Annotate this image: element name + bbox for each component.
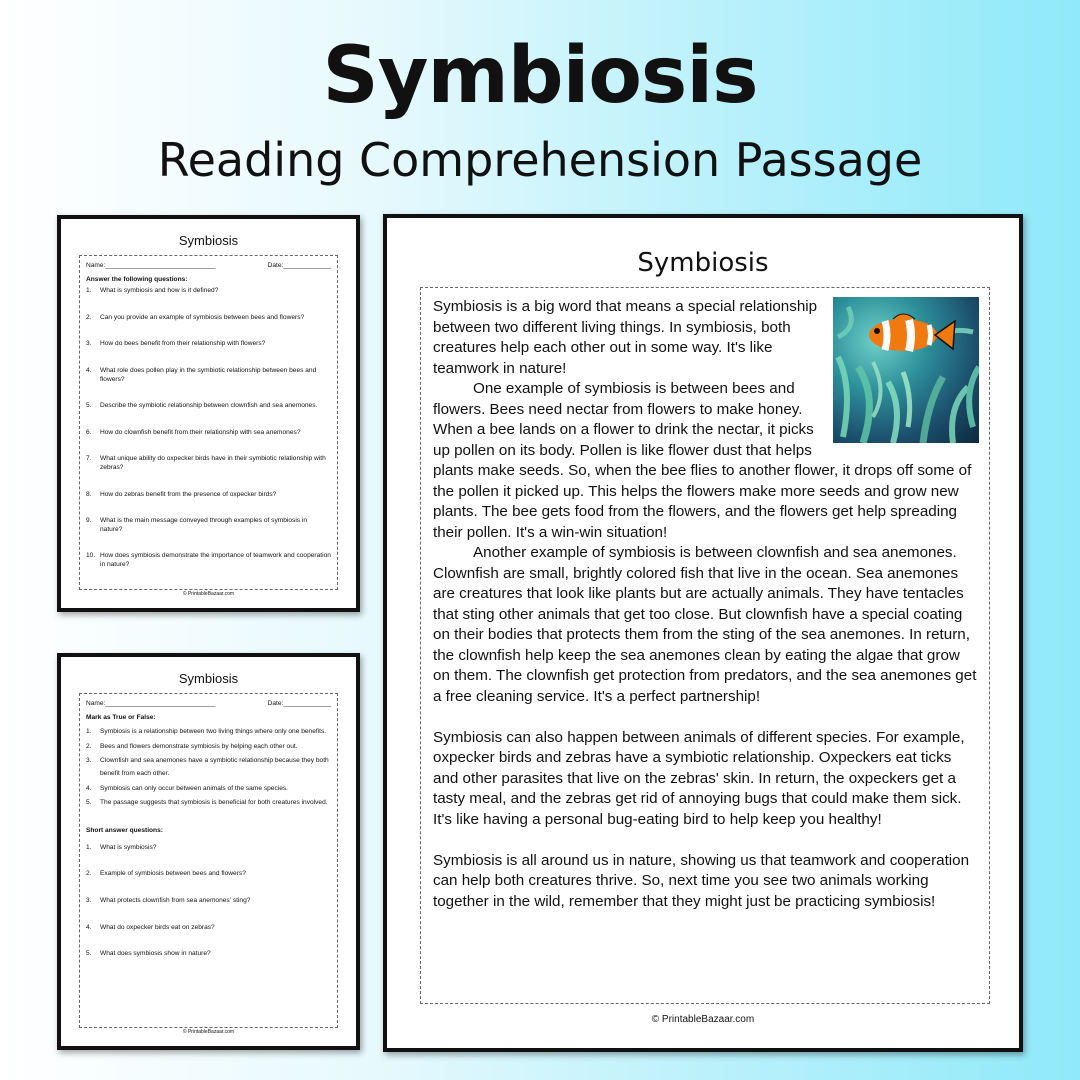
list-item (86, 367, 331, 384)
worksheet-footer: © PrintableBazaar.com (182, 1029, 235, 1035)
item-number: 3. (86, 757, 92, 765)
item-text: What is symbiosis and how is it defined? (100, 287, 219, 295)
clownfish-photo (833, 297, 979, 443)
paragraph-intro: Symbiosis is a big word that means a special relationship between two different living things. In symbiosis, both creatures help each other out in some way. It's like teamwork in nature! (433, 298, 818, 377)
item-number: 1. (86, 843, 92, 851)
worksheet-truefalse-preview (57, 653, 360, 1050)
date-field: Date:_____________ (267, 700, 331, 707)
paragraph-oxpeckers: Symbiosis can also happen between animals of different species. For example, oxpecker birds and zebras have a symbiotic relationship. Oxpeckers eat ticks and other parasites that live on the zebras' skin. In return, the oxpeckers get a tasty meal, and the zebras get rid of annoying bugs that could make them sick. It's like having a personal bug-eating bird to help keep you healthy! (433, 728, 965, 828)
truefalse-heading: Mark as True or False: (86, 713, 156, 721)
list-item (86, 844, 331, 853)
paragraph-bees: One example of symbiosis is between bees and flowers. Bees need nectar from flowers to make honey. When a bee lands on a flower to drink the nectar, it picks up pollen on its body. Pollen is like flower dust that helps plants make seeds. So, when the bee flies to another flower, it drops off some of the pollen it picked up. This helps the flowers make more seeds and grow new plants. The bee gets food from the flowers, and the flowers get help spreading their pollen. It's a win-win situation! (433, 380, 972, 541)
list-item (86, 491, 331, 500)
item-text: What unique ability do oxpecker birds have in their symbiotic relationship with zebras? (100, 455, 326, 471)
item-text: What protects clownfish from sea anemones' sting? (100, 896, 251, 904)
item-number: 9. (86, 517, 92, 525)
passage-footer: © PrintableBazaar.com (651, 1014, 755, 1025)
list-item (86, 870, 331, 879)
page-subtitle: Reading Comprehension Passage (157, 133, 923, 187)
item-number: 2. (86, 742, 92, 750)
item-text: The passage suggests that symbiosis is beneficial for both creatures involved. (100, 799, 328, 807)
item-number: 5. (86, 799, 92, 807)
item-text: Describe the symbiotic relationship between clownfish and sea anemones. (100, 402, 318, 410)
paragraph-conclusion: Symbiosis is all around us in nature, showing us that teamwork and cooperation can help both creatures thrive. So, next time you see two animals working together in the wild, remember that they might just be practicing symbiosis! (433, 851, 970, 910)
name-date-row (86, 700, 331, 709)
name-field: Name:______________________________ (86, 700, 216, 707)
list-item (86, 897, 331, 906)
questions-heading: Answer the following questions: (86, 275, 188, 283)
list-item (86, 287, 331, 296)
worksheet-content-box (79, 693, 338, 1028)
item-number: 1. (86, 728, 92, 736)
item-text: Can you provide an example of symbiosis between bees and flowers? (100, 313, 305, 321)
item-text: How do zebras benefit from the presence of oxpecker birds? (100, 490, 277, 498)
item-text: How does symbiosis demonstrate the importance of teamwork and cooperation in nature? (100, 552, 331, 568)
name-field: Name:______________________________ (86, 262, 216, 269)
item-text: Symbiosis is a relationship between two living things where only one benefits. (100, 728, 327, 736)
list-item (86, 924, 331, 933)
passage-title: Symbiosis (637, 248, 769, 278)
item-number: 10. (86, 552, 96, 560)
item-number: 5. (86, 402, 92, 410)
paragraph-clownfish: Another example of symbiosis is between clownfish and sea anemones. Clownfish are small, brightly colored fish that live in the ocean. Sea anemones are creatures that look like plants but are actually animals. They have tentacles that sting other animals that get too close. But clownfish have a special coating on their bodies that protects them from the sting of the sea anemones. In return, the clownfish help keep the sea anemones clean by eating the algae that grow on them. The clownfish get protection from predators, and the sea anemones get a free cleaning service. It's a perfect partnership! (433, 544, 977, 705)
item-number: 7. (86, 455, 92, 463)
worksheet-title: Symbiosis (178, 671, 239, 686)
list-item (86, 552, 331, 569)
item-number: 5. (86, 950, 92, 958)
item-number: 6. (86, 428, 92, 436)
item-text: Example of symbiosis between bees and flowers? (100, 870, 246, 878)
item-number: 4. (86, 366, 92, 374)
item-number: 2. (86, 313, 92, 321)
list-item (86, 455, 331, 472)
truefalse-list (86, 725, 331, 809)
passage-text (433, 297, 979, 912)
item-number: 3. (86, 340, 92, 348)
item-text: How do bees benefit from their relationship with flowers? (100, 340, 266, 348)
item-text: What do oxpecker birds eat on zebras? (100, 923, 215, 931)
worksheet-footer: © PrintableBazaar.com (182, 591, 235, 597)
item-text: What is symbiosis? (100, 843, 157, 851)
passage-preview (383, 214, 1023, 1052)
worksheet-title: Symbiosis (178, 233, 239, 248)
questions-list (86, 287, 331, 569)
item-number: 8. (86, 490, 92, 498)
list-item (86, 754, 331, 780)
list-item (86, 725, 331, 738)
item-number: 2. (86, 870, 92, 878)
list-item (86, 950, 331, 959)
short-answer-heading: Short answer questions: (86, 827, 163, 835)
item-text: What role does pollen play in the symbiotic relationship between bees and flowers? (100, 366, 317, 383)
short-answer-list (86, 844, 331, 959)
passage-content-box (420, 287, 990, 1004)
item-text: Symbiosis can only occur between animals of the same species. (100, 784, 289, 792)
item-number: 4. (86, 923, 92, 931)
list-item (86, 782, 331, 795)
item-text: What is the main message conveyed through examples of symbiosis in nature? (100, 517, 308, 533)
name-date-row (86, 262, 331, 271)
date-field: Date:_____________ (267, 262, 331, 269)
item-text: What does symbiosis show in nature? (100, 950, 211, 958)
list-item (86, 429, 331, 438)
list-item (86, 796, 331, 809)
item-number: 1. (86, 287, 92, 295)
list-item (86, 314, 331, 323)
worksheet-questions-preview (57, 215, 360, 612)
item-text: Clownfish and sea anemones have a symbiotic relationship because they both benefit from each other. (100, 757, 329, 778)
item-text: Bees and flowers demonstrate symbiosis by helping each other out. (100, 742, 298, 750)
item-text: How do clownfish benefit from their relationship with sea anemones? (100, 428, 301, 436)
list-item (86, 340, 331, 349)
page-title: Symbiosis (322, 31, 758, 121)
item-number: 4. (86, 784, 92, 792)
list-item (86, 517, 331, 534)
worksheet-content-box (79, 255, 338, 590)
list-item (86, 402, 331, 411)
list-item (86, 740, 331, 753)
item-number: 3. (86, 896, 92, 904)
